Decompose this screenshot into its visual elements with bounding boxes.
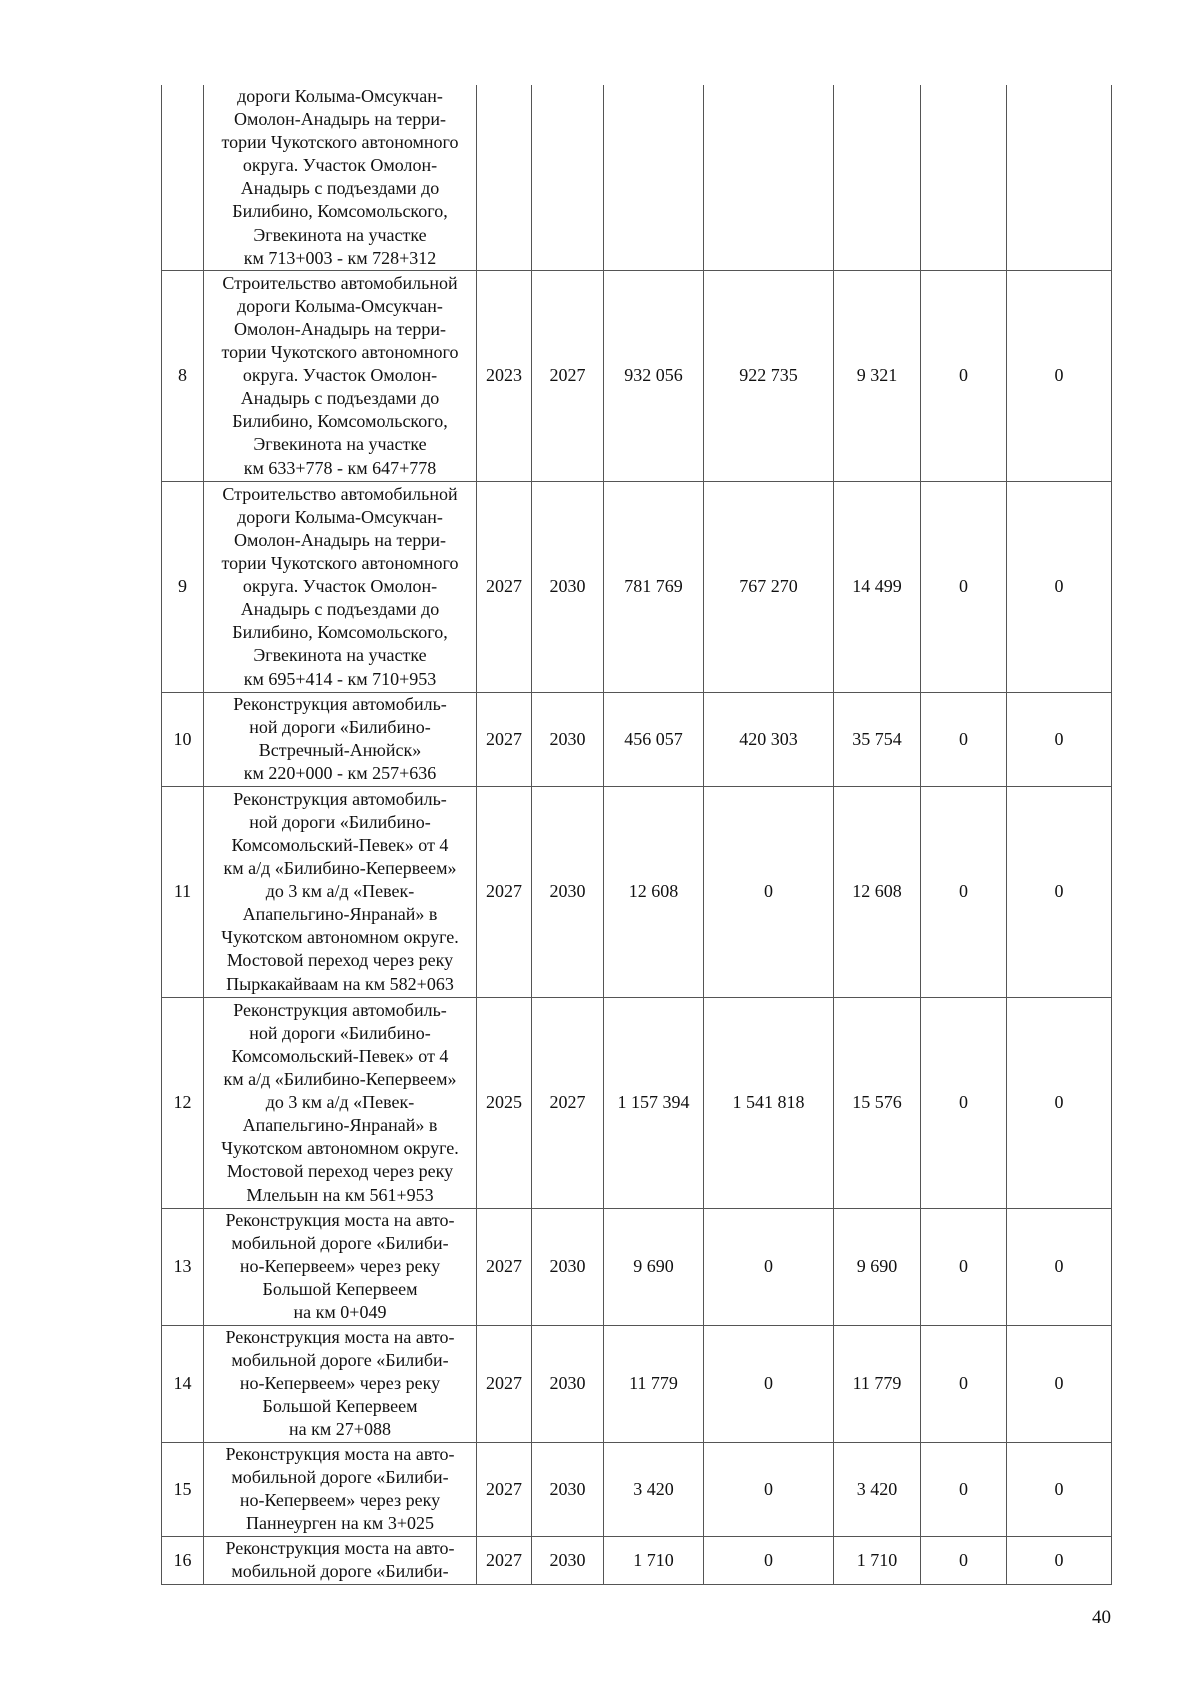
other-sources-cell: 0 — [1007, 997, 1112, 1208]
other-sources-cell: 0 — [1007, 786, 1112, 997]
local-budget-cell: 0 — [921, 1442, 1007, 1536]
total-cost-cell: 932 056 — [604, 270, 704, 481]
local-budget-cell: 0 — [921, 1536, 1007, 1584]
table-row — [162, 1325, 1112, 1442]
local-budget-cell — [921, 85, 1007, 270]
row-number-cell: 10 — [162, 692, 204, 786]
end-year-cell: 2030 — [532, 692, 604, 786]
table-row — [162, 997, 1112, 1208]
end-year-cell: 2027 — [532, 997, 604, 1208]
project-name-cell: Реконструкция автомобиль- ной дороги «Билибино- Встречный-Анюйск» км 220+000 - км 257+636 — [204, 692, 477, 786]
table-row — [162, 692, 1112, 786]
federal-budget-cell: 0 — [704, 1536, 834, 1584]
project-name-cell: Строительство автомобильной дороги Колыма-Омсукчан- Омолон-Анадырь на терри- тории Чукотского автономного округа. Участок Омолон- Анадырь с подъездами до Билибино, Комсомольского, Эгвекинота на участке км 695+414 - км 710+953 — [204, 481, 477, 692]
total-cost-cell: 1 710 — [604, 1536, 704, 1584]
other-sources-cell: 0 — [1007, 1442, 1112, 1536]
regional-budget-cell: 15 576 — [834, 997, 921, 1208]
federal-budget-cell — [704, 85, 834, 270]
page-number: 40 — [1092, 1607, 1111, 1628]
row-number-cell: 14 — [162, 1325, 204, 1442]
start-year-cell: 2027 — [477, 1325, 532, 1442]
regional-budget-cell: 9 321 — [834, 270, 921, 481]
start-year-cell: 2027 — [477, 481, 532, 692]
project-name-cell: Реконструкция моста на авто- мобильной дороге «Билиби- — [204, 1536, 477, 1584]
start-year-cell: 2027 — [477, 1442, 532, 1536]
row-number-cell: 8 — [162, 270, 204, 481]
end-year-cell: 2030 — [532, 786, 604, 997]
end-year-cell — [532, 85, 604, 270]
project-name-cell: Реконструкция автомобиль- ной дороги «Билибино- Комсомольский-Певек» от 4 км а/д «Билибино-Кепервеем» до 3 км а/д «Певек- Апапельгино-Янранай» в Чукотском автономном округе. Мостовой переход через реку Млельын на км 561+953 — [204, 997, 477, 1208]
local-budget-cell: 0 — [921, 1325, 1007, 1442]
row-number-cell: 9 — [162, 481, 204, 692]
table-row — [162, 270, 1112, 481]
federal-budget-cell: 1 541 818 — [704, 997, 834, 1208]
project-name-cell: Реконструкция моста на авто- мобильной дороге «Билиби- но-Кепервеем» через реку Большой Кепервеем на км 27+088 — [204, 1325, 477, 1442]
end-year-cell: 2027 — [532, 270, 604, 481]
other-sources-cell — [1007, 85, 1112, 270]
road-projects-table — [161, 85, 1112, 1585]
regional-budget-cell: 35 754 — [834, 692, 921, 786]
federal-budget-cell: 0 — [704, 1208, 834, 1325]
row-number-cell: 16 — [162, 1536, 204, 1584]
row-number-cell: 13 — [162, 1208, 204, 1325]
regional-budget-cell: 3 420 — [834, 1442, 921, 1536]
total-cost-cell: 11 779 — [604, 1325, 704, 1442]
table-row — [162, 1208, 1112, 1325]
federal-budget-cell: 0 — [704, 786, 834, 997]
start-year-cell — [477, 85, 532, 270]
other-sources-cell: 0 — [1007, 1325, 1112, 1442]
total-cost-cell: 781 769 — [604, 481, 704, 692]
regional-budget-cell: 9 690 — [834, 1208, 921, 1325]
row-number-cell — [162, 85, 204, 270]
total-cost-cell: 456 057 — [604, 692, 704, 786]
start-year-cell: 2027 — [477, 692, 532, 786]
regional-budget-cell: 11 779 — [834, 1325, 921, 1442]
end-year-cell: 2030 — [532, 1208, 604, 1325]
total-cost-cell: 12 608 — [604, 786, 704, 997]
total-cost-cell: 9 690 — [604, 1208, 704, 1325]
project-name-cell: Реконструкция автомобиль- ной дороги «Билибино- Комсомольский-Певек» от 4 км а/д «Билибино-Кепервеем» до 3 км а/д «Певек- Апапельгино-Янранай» в Чукотском автономном округе. Мостовой переход через реку Пыркакайваам на км 582+063 — [204, 786, 477, 997]
other-sources-cell: 0 — [1007, 270, 1112, 481]
federal-budget-cell: 767 270 — [704, 481, 834, 692]
end-year-cell: 2030 — [532, 1325, 604, 1442]
other-sources-cell: 0 — [1007, 1208, 1112, 1325]
federal-budget-cell: 0 — [704, 1442, 834, 1536]
other-sources-cell: 0 — [1007, 1536, 1112, 1584]
regional-budget-cell: 14 499 — [834, 481, 921, 692]
table-row — [162, 1442, 1112, 1536]
row-number-cell: 11 — [162, 786, 204, 997]
total-cost-cell: 3 420 — [604, 1442, 704, 1536]
local-budget-cell: 0 — [921, 270, 1007, 481]
start-year-cell: 2027 — [477, 1536, 532, 1584]
table-row — [162, 1536, 1112, 1584]
end-year-cell: 2030 — [532, 1442, 604, 1536]
regional-budget-cell — [834, 85, 921, 270]
row-number-cell: 15 — [162, 1442, 204, 1536]
end-year-cell: 2030 — [532, 1536, 604, 1584]
end-year-cell: 2030 — [532, 481, 604, 692]
federal-budget-cell: 922 735 — [704, 270, 834, 481]
start-year-cell: 2025 — [477, 997, 532, 1208]
total-cost-cell — [604, 85, 704, 270]
start-year-cell: 2023 — [477, 270, 532, 481]
local-budget-cell: 0 — [921, 481, 1007, 692]
total-cost-cell: 1 157 394 — [604, 997, 704, 1208]
local-budget-cell: 0 — [921, 1208, 1007, 1325]
project-name-cell: Реконструкция моста на авто- мобильной дороге «Билиби- но-Кепервеем» через реку Паннеурген на км 3+025 — [204, 1442, 477, 1536]
project-name-cell: дороги Колыма-Омсукчан- Омолон-Анадырь на терри- тории Чукотского автономного округа. Участок Омолон- Анадырь с подъездами до Билибино, Комсомольского, Эгвекинота на участке км 713+003 - км 728+312 — [204, 85, 477, 270]
local-budget-cell: 0 — [921, 692, 1007, 786]
table-row — [162, 85, 1112, 270]
federal-budget-cell: 0 — [704, 1325, 834, 1442]
table-row — [162, 481, 1112, 692]
regional-budget-cell: 12 608 — [834, 786, 921, 997]
regional-budget-cell: 1 710 — [834, 1536, 921, 1584]
federal-budget-cell: 420 303 — [704, 692, 834, 786]
start-year-cell: 2027 — [477, 786, 532, 997]
local-budget-cell: 0 — [921, 786, 1007, 997]
other-sources-cell: 0 — [1007, 481, 1112, 692]
table-row — [162, 786, 1112, 997]
local-budget-cell: 0 — [921, 997, 1007, 1208]
project-name-cell: Строительство автомобильной дороги Колыма-Омсукчан- Омолон-Анадырь на терри- тории Чукотского автономного округа. Участок Омолон- Анадырь с подъездами до Билибино, Комсомольского, Эгвекинота на участке км 633+778 - км 647+778 — [204, 270, 477, 481]
other-sources-cell: 0 — [1007, 692, 1112, 786]
row-number-cell: 12 — [162, 997, 204, 1208]
start-year-cell: 2027 — [477, 1208, 532, 1325]
project-name-cell: Реконструкция моста на авто- мобильной дороге «Билиби- но-Кепервеем» через реку Большой Кепервеем на км 0+049 — [204, 1208, 477, 1325]
